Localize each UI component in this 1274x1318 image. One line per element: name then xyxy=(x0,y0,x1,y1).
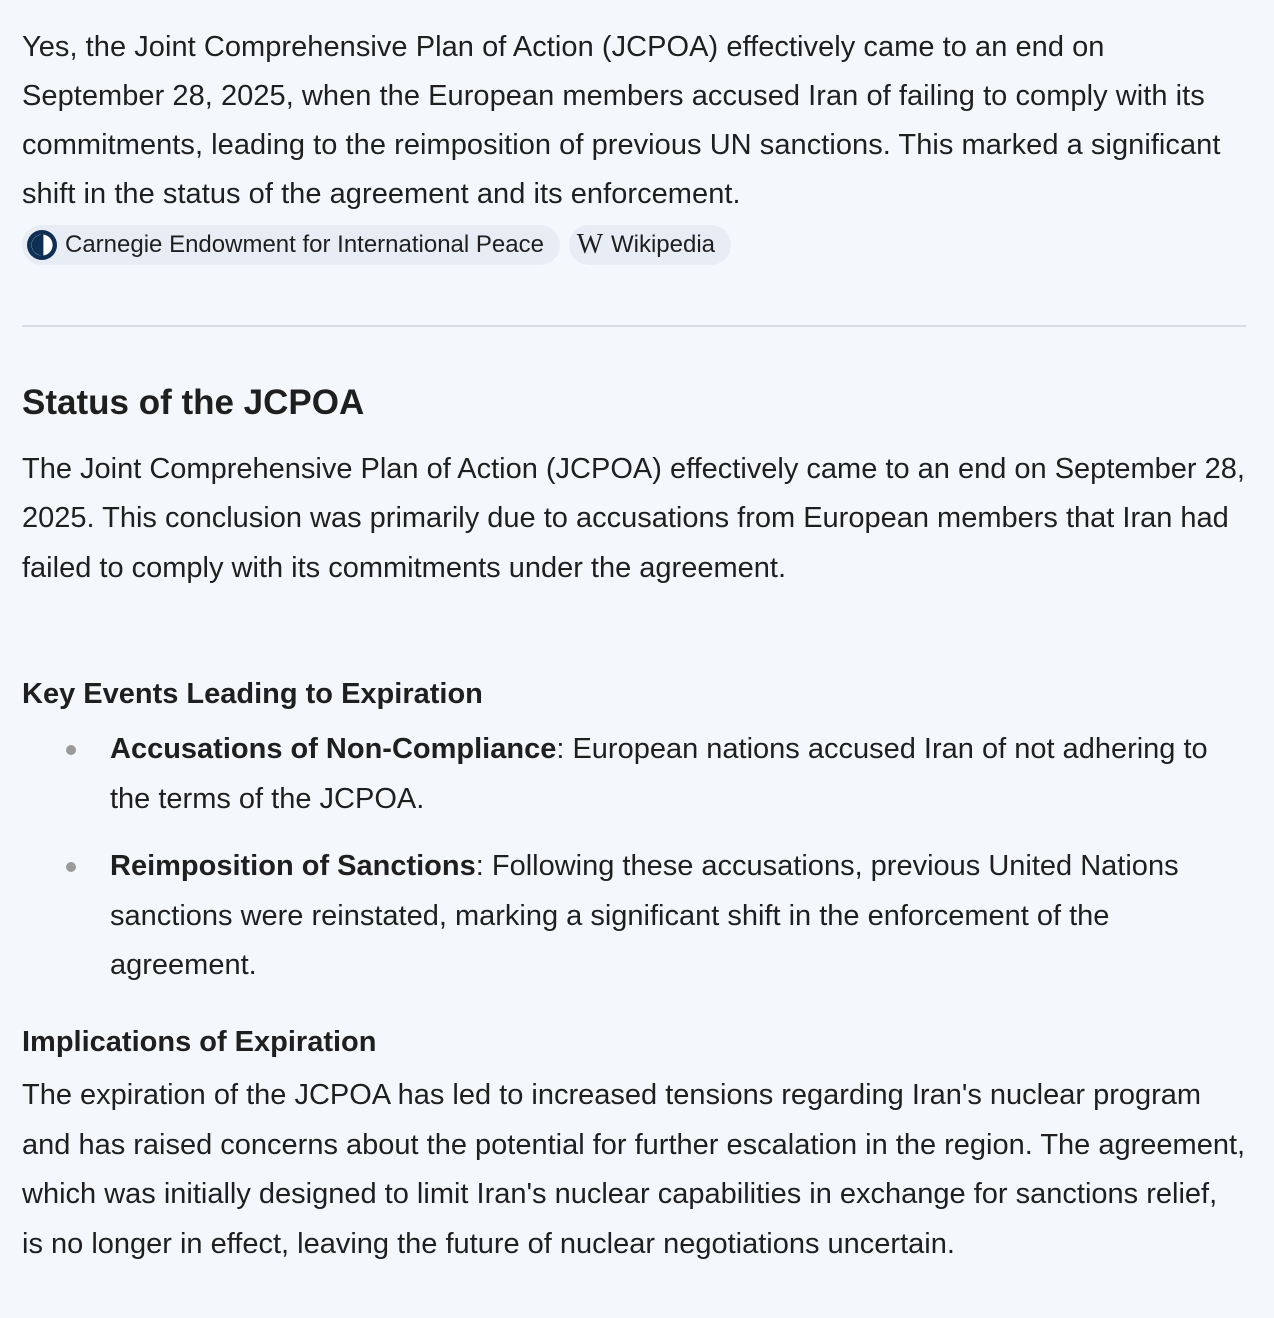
carnegie-endowment-icon xyxy=(26,229,58,261)
bullet-icon xyxy=(66,745,76,755)
implications-paragraph: The expiration of the JCPOA has led to increased tensions regarding Iran's nuclear program and has raised concerns about the potential for further escalation in the region. The agreement, which was initially designed to limit Iran's nuclear capabilities in exchange for sanctions relief, is no longer in effect, leaving the future of nuclear negotiations uncertain. xyxy=(22,1079,1246,1260)
key-events-heading: Key Events Leading to Expiration xyxy=(22,678,483,710)
implications-heading: Implications of Expiration xyxy=(22,1026,377,1058)
source-chip-carnegie-endowment[interactable] xyxy=(22,225,560,265)
key-event-title: Reimposition of Sanctions xyxy=(110,850,476,882)
section-divider xyxy=(22,325,1246,327)
status-paragraph: The Joint Comprehensive Plan of Action (JCPOA) effectively came to an end on September 28, 2025. This conclusion was primarily due to accusations from European members that Iran had failed to comply with its commitments under the agreement. xyxy=(22,453,1245,584)
key-event-separator: : xyxy=(556,733,565,765)
key-event-description: European nations accused Iran of not adhering to the terms of the JCPOA. xyxy=(110,733,1208,815)
status-heading: Status of the JCPOA xyxy=(22,383,365,422)
key-event-separator: : xyxy=(475,850,484,882)
key-event-title: Accusations of Non-Compliance xyxy=(110,733,557,765)
source-chips xyxy=(22,225,731,265)
source-chip-label: Carnegie Endowment for International Peace xyxy=(65,231,544,258)
key-event-description: Following these accusations, previous United Nations sanctions were reinstated, marking a significant shift in the enforcement of the agreement. xyxy=(110,850,1179,981)
key-event-item xyxy=(22,842,1246,991)
wikipedia-icon: W xyxy=(576,229,604,260)
key-events-list xyxy=(22,725,1246,991)
bullet-icon xyxy=(66,862,76,872)
source-chip-wikipedia[interactable] xyxy=(569,225,731,265)
source-chip-label: Wikipedia xyxy=(610,231,716,258)
key-event-item xyxy=(22,725,1246,824)
summary-paragraph: Yes, the Joint Comprehensive Plan of Action (JCPOA) effectively came to an end on September 28, 2025, when the European members accused Iran of failing to comply with its commitments, leading to the reimposition of previous UN sanctions. This marked a significant shift in the status of the agreement and its enforcement. xyxy=(22,31,1221,210)
